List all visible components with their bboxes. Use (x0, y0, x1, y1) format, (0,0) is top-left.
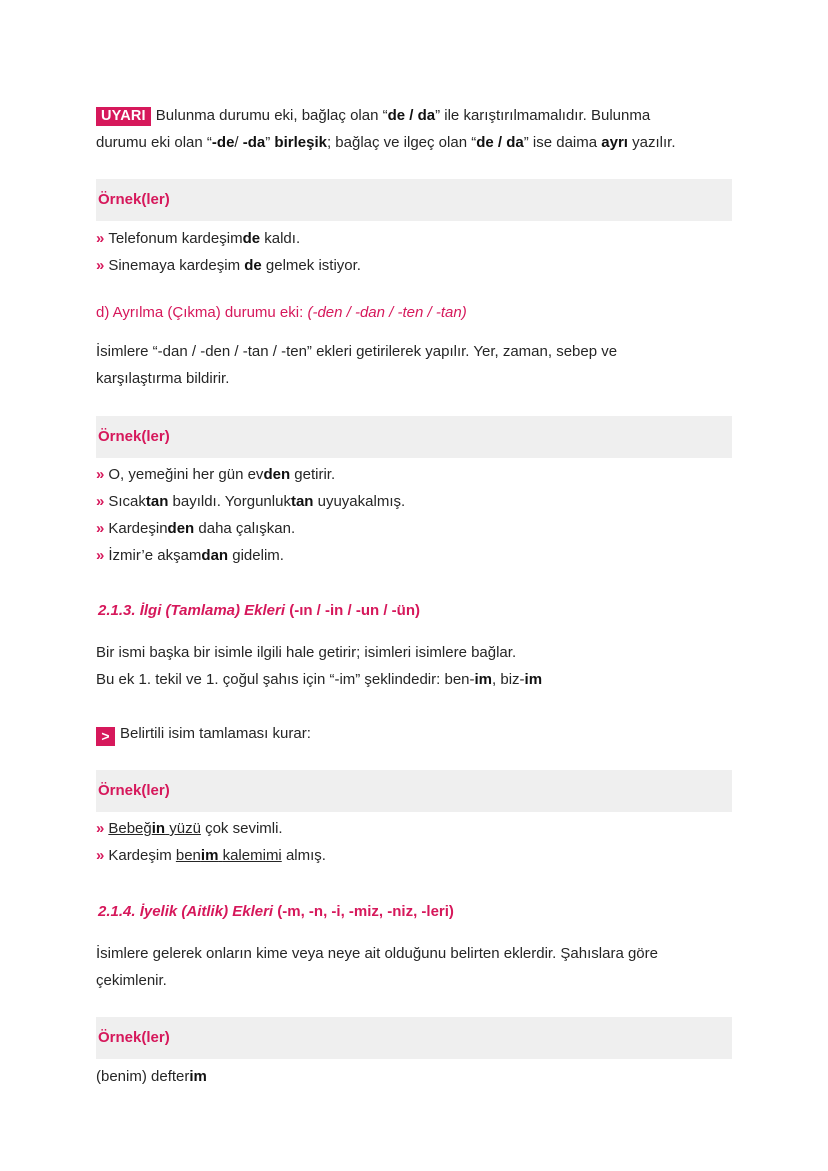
bullet-icon: » (96, 466, 105, 483)
bold-text: im (474, 671, 493, 688)
bold-text: birleşik (274, 134, 327, 151)
note-text: Belirtili isim tamlaması kurar: (120, 725, 311, 742)
text: gidelim. (228, 547, 284, 564)
text: ; bağlaç ve ilgeç olan “ (326, 134, 477, 151)
example-title: Örnek(ler) (98, 1029, 170, 1046)
bullet-icon: » (96, 820, 105, 837)
text: bayıldı. Yorgunluk (168, 493, 291, 510)
example-item (96, 229, 300, 249)
text: Bu ek 1. tekil ve 1. çoğul şahıs için “-im” şeklindedir: ben- (96, 671, 475, 688)
section-title: İyelik (Aitlik) Ekleri (139, 903, 274, 920)
text: Bulunma durumu eki, bağlaç olan “ (155, 107, 388, 124)
section-213-heading (98, 601, 420, 621)
warning-line-1 (96, 106, 650, 126)
section-213-desc-2 (96, 670, 542, 690)
section-d-title (96, 303, 467, 323)
bullet-icon: » (96, 847, 105, 864)
bold-text: ayrı (601, 134, 628, 151)
text: almış. (281, 847, 326, 864)
text: çok sevimli. (200, 820, 283, 837)
chevron-right-icon: > (96, 727, 115, 746)
section-213-desc-1: Bir ismi başka bir isimle ilgili hale getirir; isimleri isimlere bağlar. (96, 644, 517, 661)
text: ” (265, 134, 275, 151)
bold-text: im (189, 1068, 207, 1085)
bold-text: den (167, 520, 195, 537)
section-number: 2.1.4. (98, 903, 140, 920)
underlined-phrase (108, 820, 201, 837)
example-item (96, 846, 326, 866)
text: ” ise daima (523, 134, 602, 151)
text: ben (175, 847, 201, 864)
example-item (96, 492, 405, 512)
bold-text: im (200, 847, 219, 864)
bold-text: den (263, 466, 291, 483)
section-214-desc-1: İsimlere gelerek onların kime veya neye ait olduğunu belirten eklerdir. Şahıslara göre (96, 945, 658, 962)
bold-text: -de (211, 134, 235, 151)
bold-text: de (244, 257, 262, 274)
example-title: Örnek(ler) (98, 428, 170, 445)
section-214-heading (98, 902, 454, 922)
text: yüzü (169, 820, 201, 837)
text: , biz- (492, 671, 525, 688)
note-line (96, 724, 311, 746)
warning-line-2 (96, 133, 675, 153)
text: Kardeşim (108, 847, 176, 864)
text: ” ile karıştırılmamalıdır. Bulunma (435, 107, 651, 124)
example-item (96, 1067, 207, 1087)
text: Sinemaya kardeşim (108, 257, 245, 274)
example-box (96, 770, 732, 812)
example-item (96, 465, 335, 485)
bold-text: de / da (476, 134, 524, 151)
example-item (96, 519, 295, 539)
text: Kardeşin (108, 520, 168, 537)
text: daha çalışkan. (194, 520, 296, 537)
text: İzmir’e akşam (108, 547, 202, 564)
section-d-desc-1: İsimlere “-dan / -den / -tan / -ten” ekleri getirilerek yapılır. Yer, zaman, sebep ve (96, 343, 618, 360)
bold-text: de (242, 230, 261, 247)
bold-text: de / da (387, 107, 436, 124)
text: getirir. (290, 466, 336, 483)
warning-badge: UYARI (96, 107, 151, 126)
bold-text: tan (145, 493, 169, 510)
text: (benim) defter (96, 1068, 190, 1085)
text: kaldı. (260, 230, 301, 247)
bold-text: tan (290, 493, 314, 510)
bold-text: -da (242, 134, 266, 151)
example-item (96, 546, 284, 566)
example-box (96, 416, 732, 458)
section-214-desc-2: çekimlenir. (96, 972, 167, 989)
example-title: Örnek(ler) (98, 782, 170, 799)
bold-text: in (151, 820, 166, 837)
text: Telefonum kardeşim (108, 230, 243, 247)
section-number: 2.1.3. (98, 602, 140, 619)
suffix-list: (-den / -dan / -ten / -tan) (307, 304, 467, 321)
text: kalemimi (222, 847, 282, 864)
bullet-icon: » (96, 257, 105, 274)
example-item (96, 819, 283, 839)
bullet-icon: » (96, 520, 105, 537)
bullet-icon: » (96, 547, 105, 564)
example-title: Örnek(ler) (98, 191, 170, 208)
suffix-list: (-ın / -in / -un / -ün) (285, 602, 420, 619)
text: / (234, 134, 243, 151)
bold-text: im (524, 671, 543, 688)
example-box (96, 179, 732, 221)
section-d-desc-2: karşılaştırma bildirir. (96, 370, 230, 387)
text: Bebeğ (108, 820, 152, 837)
underlined-phrase (176, 847, 282, 864)
bold-text: dan (201, 547, 229, 564)
example-box (96, 1017, 732, 1059)
text: d) Ayrılma (Çıkma) durumu eki: (96, 304, 308, 321)
example-item (96, 256, 361, 276)
bullet-icon: » (96, 230, 105, 247)
bullet-icon: » (96, 493, 105, 510)
suffix-list: (-m, -n, -i, -miz, -niz, -leri) (273, 903, 454, 920)
text: yazılır. (627, 134, 676, 151)
text: gelmek istiyor. (261, 257, 361, 274)
text: Sıcak (108, 493, 146, 510)
text: durumu eki olan “ (96, 134, 212, 151)
text: uyuyakalmış. (313, 493, 406, 510)
text: O, yemeğini her gün ev (108, 466, 264, 483)
section-title: İlgi (Tamlama) Ekleri (139, 602, 286, 619)
